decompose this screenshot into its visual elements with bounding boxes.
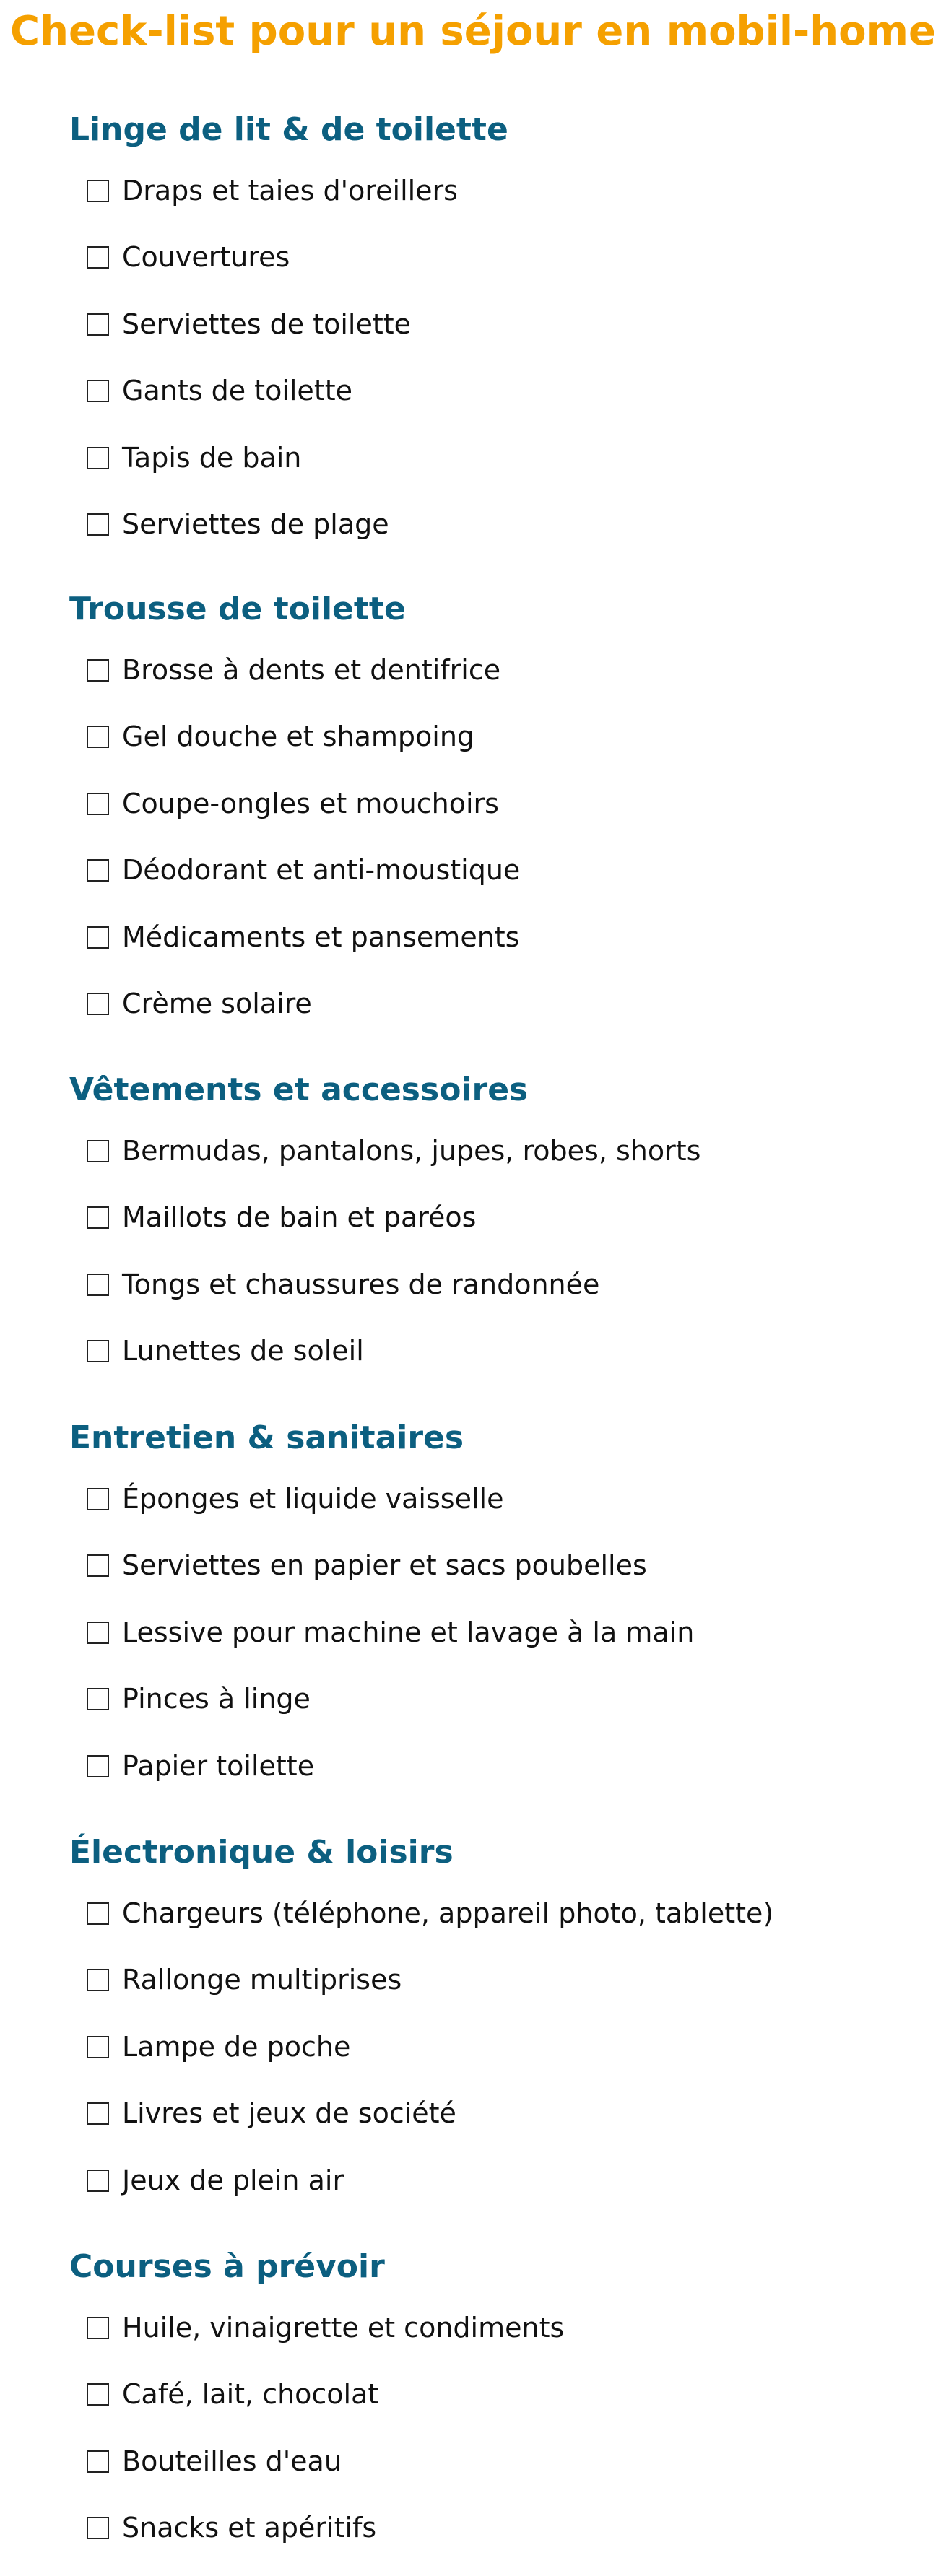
checkbox[interactable] (87, 926, 109, 949)
checkbox[interactable] (87, 793, 109, 815)
checklist-item-label: Crème solaire (122, 988, 312, 1019)
checklist-item-label: Tapis de bain (122, 442, 302, 474)
checklist-item-label: Serviettes en papier et sacs poubelles (122, 1549, 647, 1581)
checklist-item-label: Brosse à dents et dentifrice (122, 654, 501, 686)
checklist-item[interactable] (87, 2092, 456, 2135)
checklist-item[interactable] (87, 715, 474, 758)
checklist-item-label: Bouteilles d'eau (122, 2445, 342, 2477)
checkbox[interactable] (87, 1274, 109, 1296)
checklist-item[interactable] (87, 2440, 342, 2483)
checkbox[interactable] (87, 180, 109, 202)
checklist-item[interactable] (87, 1544, 647, 1587)
checklist-item-label: Couvertures (122, 241, 290, 273)
section-title: Linge de lit & de toilette (69, 111, 508, 148)
checklist-item[interactable] (87, 2372, 378, 2416)
checkbox[interactable] (87, 2450, 109, 2473)
checklist-item-label: Tongs et chaussures de randonnée (122, 1269, 600, 1300)
checklist-item[interactable] (87, 782, 499, 825)
checklist-item-label: Pinces à linge (122, 1683, 311, 1715)
checklist-item[interactable] (87, 2159, 344, 2202)
checklist-item[interactable] (87, 1611, 694, 1654)
checkbox[interactable] (87, 1554, 109, 1577)
checkbox[interactable] (87, 2317, 109, 2339)
checklist-item-label: Draps et taies d'oreillers (122, 175, 458, 206)
checkbox[interactable] (87, 859, 109, 882)
checklist-item[interactable] (87, 982, 312, 1025)
checkbox[interactable] (87, 1902, 109, 1925)
checklist-item[interactable] (87, 502, 389, 546)
checklist-item[interactable] (87, 1744, 314, 1788)
checkbox[interactable] (87, 380, 109, 402)
checklist-item[interactable] (87, 1958, 402, 2001)
checklist-item[interactable] (87, 915, 519, 959)
checklist-item-label: Gel douche et shampoing (122, 721, 475, 752)
section-title: Vêtements et accessoires (69, 1071, 529, 1108)
checklist-item[interactable] (87, 169, 458, 212)
checkbox[interactable] (87, 2383, 109, 2406)
checkbox[interactable] (87, 513, 109, 536)
checkbox[interactable] (87, 1206, 109, 1229)
checklist-item-label: Livres et jeux de société (122, 2097, 456, 2129)
checkbox[interactable] (87, 726, 109, 748)
checklist-item[interactable] (87, 235, 290, 279)
checklist-item[interactable] (87, 1196, 476, 1239)
checkbox[interactable] (87, 2102, 109, 2125)
checklist-item-label: Éponges et liquide vaisselle (122, 1483, 504, 1515)
checklist-item[interactable] (87, 1477, 503, 1520)
checkbox[interactable] (87, 1688, 109, 1710)
checklist-item-label: Snacks et apéritifs (122, 2512, 377, 2544)
checklist-item[interactable] (87, 848, 520, 892)
checklist-item-label: Lunettes de soleil (122, 1335, 364, 1367)
checklist-item[interactable] (87, 1892, 773, 1935)
checklist-item-label: Chargeurs (téléphone, appareil photo, tablette) (122, 1897, 774, 1929)
checkbox[interactable] (87, 1340, 109, 1362)
checklist-item-label: Lampe de poche (122, 2031, 351, 2063)
checkbox[interactable] (87, 246, 109, 269)
checklist-item-label: Café, lait, chocolat (122, 2378, 379, 2410)
section-title: Trousse de toilette (69, 591, 406, 627)
checkbox[interactable] (87, 1969, 109, 1991)
checkbox[interactable] (87, 313, 109, 336)
checklist-item[interactable] (87, 2306, 564, 2349)
checklist-item-label: Médicaments et pansements (122, 921, 520, 953)
checklist-item-label: Gants de toilette (122, 375, 352, 406)
checkbox[interactable] (87, 2517, 109, 2539)
checklist-item-label: Papier toilette (122, 1750, 315, 1782)
checklist-item[interactable] (87, 1677, 311, 1720)
page-title: Check-list pour un séjour en mobil-home (10, 8, 936, 55)
section-title: Électronique & loisirs (69, 1834, 454, 1871)
checklist-item-label: Serviettes de plage (122, 508, 389, 540)
checklist-item-label: Bermudas, pantalons, jupes, robes, shorts (122, 1135, 701, 1167)
checkbox[interactable] (87, 1755, 109, 1777)
checklist-item-label: Huile, vinaigrette et condiments (122, 2312, 565, 2344)
checkbox[interactable] (87, 2170, 109, 2192)
checklist-item-label: Coupe-ongles et mouchoirs (122, 788, 499, 819)
checklist-item[interactable] (87, 1329, 364, 1372)
checklist-item-label: Rallonge multiprises (122, 1964, 402, 1996)
section-title: Courses à prévoir (69, 2248, 385, 2285)
checkbox[interactable] (87, 1622, 109, 1644)
checklist-item[interactable] (87, 1263, 599, 1306)
checkbox[interactable] (87, 993, 109, 1015)
checkbox[interactable] (87, 1140, 109, 1162)
checkbox[interactable] (87, 1488, 109, 1510)
checklist-item-label: Lessive pour machine et lavage à la main (122, 1616, 695, 1648)
checkbox[interactable] (87, 2036, 109, 2058)
checklist-item[interactable] (87, 648, 500, 692)
checklist-item-label: Jeux de plein air (122, 2164, 344, 2196)
checklist-item[interactable] (87, 2025, 350, 2068)
checkbox[interactable] (87, 659, 109, 682)
checklist-item[interactable] (87, 2506, 376, 2549)
section-title: Entretien & sanitaires (69, 1419, 464, 1456)
checklist-item[interactable] (87, 369, 352, 412)
checklist-item-label: Serviettes de toilette (122, 308, 412, 340)
checkbox[interactable] (87, 447, 109, 469)
checklist-item[interactable] (87, 1129, 700, 1172)
checklist-item-label: Déodorant et anti-moustique (122, 854, 521, 886)
checklist-item-label: Maillots de bain et paréos (122, 1201, 477, 1233)
checklist-item[interactable] (87, 436, 301, 479)
checklist-item[interactable] (87, 303, 411, 346)
